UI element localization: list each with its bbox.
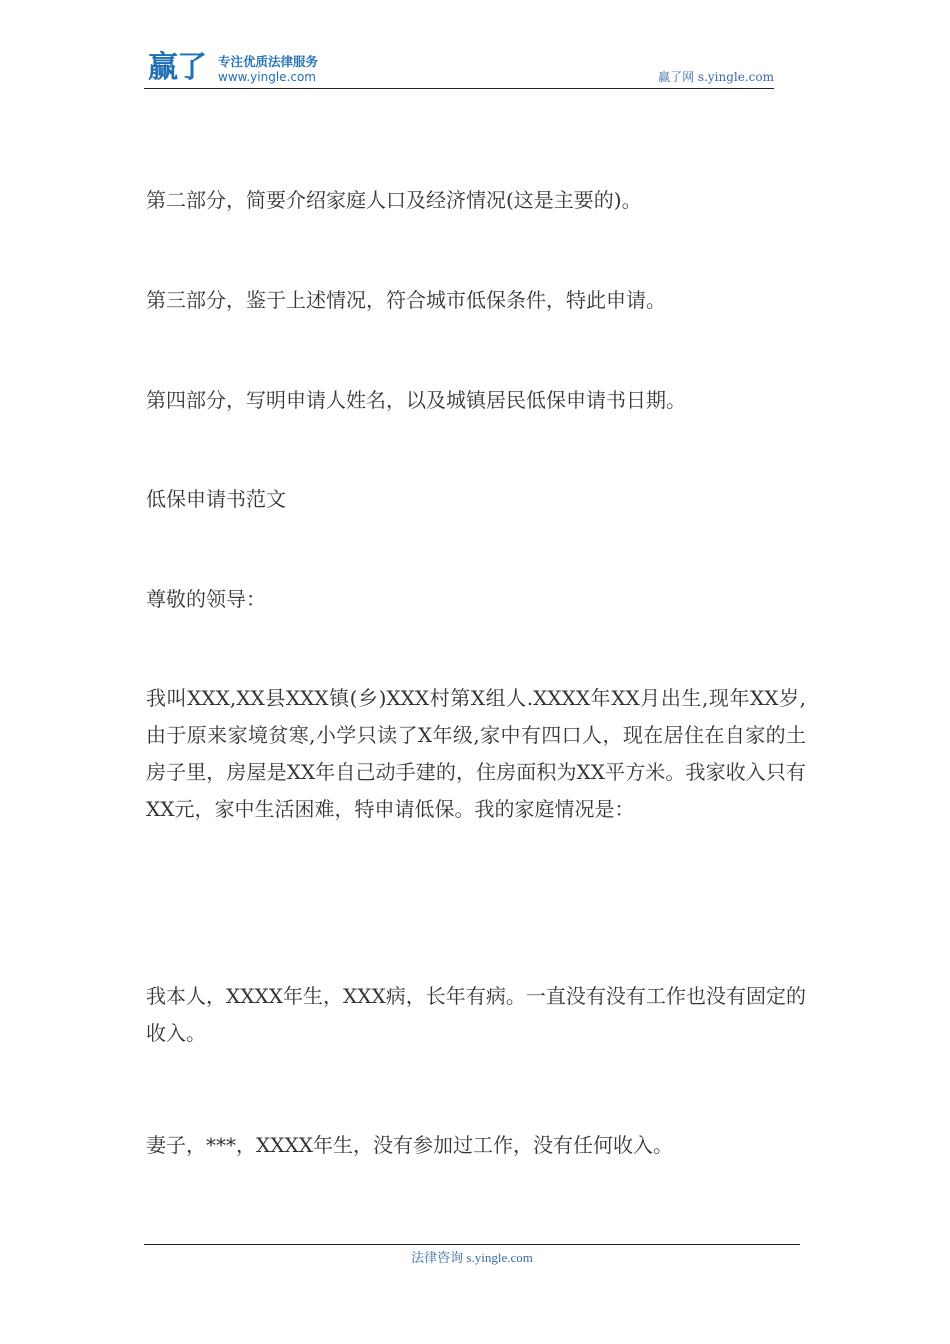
yingle-logo[interactable] <box>148 50 348 86</box>
page-header <box>144 48 774 89</box>
paragraph-self: 我本人，XXXX年生，XXX病，长年有病。一直没有没有工作也没有固定的收入。 <box>146 984 806 1045</box>
footer-link[interactable]: 法律咨询 s.yingle.com <box>411 1250 533 1265</box>
paragraph-part-three: 第三部分，鉴于上述情况，符合城市低保条件，特此申请。 <box>146 288 666 312</box>
salutation: 尊敬的领导： <box>146 587 266 611</box>
paragraph-part-four: 第四部分，写明申请人姓名，以及城镇居民低保申请书日期。 <box>146 388 686 412</box>
logo-mark: 赢了 <box>148 50 206 85</box>
paragraph-part-two: 第二部分，简要介绍家庭人口及经济情况(这是主要的)。 <box>146 188 642 212</box>
logo-tagline: 专注优质法律服务 <box>218 54 319 69</box>
footer-divider <box>144 1244 800 1245</box>
logo-url: www.yingle.com <box>218 70 316 84</box>
sample-heading: 低保申请书范文 <box>146 487 286 511</box>
paragraph-wife: 妻子，***，XXXX年生，没有参加过工作，没有任何收入。 <box>146 1133 673 1157</box>
header-site-link[interactable]: 赢了网 s.yingle.com <box>658 70 774 84</box>
paragraph-introduction: 我叫XXX,XX县XXX镇(乡)XXX村第X组人.XXXX年XX月出生,现年XX岁,由于原来家境贫寒,小学只读了X年级,家中有四口人，现在居住在自家的土房子里，房屋是XX年自己动手建的，住房面积为XX平方米。我家收入只有XX元，家中生活困难，特申请低保。我的家庭情况是： <box>146 686 806 821</box>
